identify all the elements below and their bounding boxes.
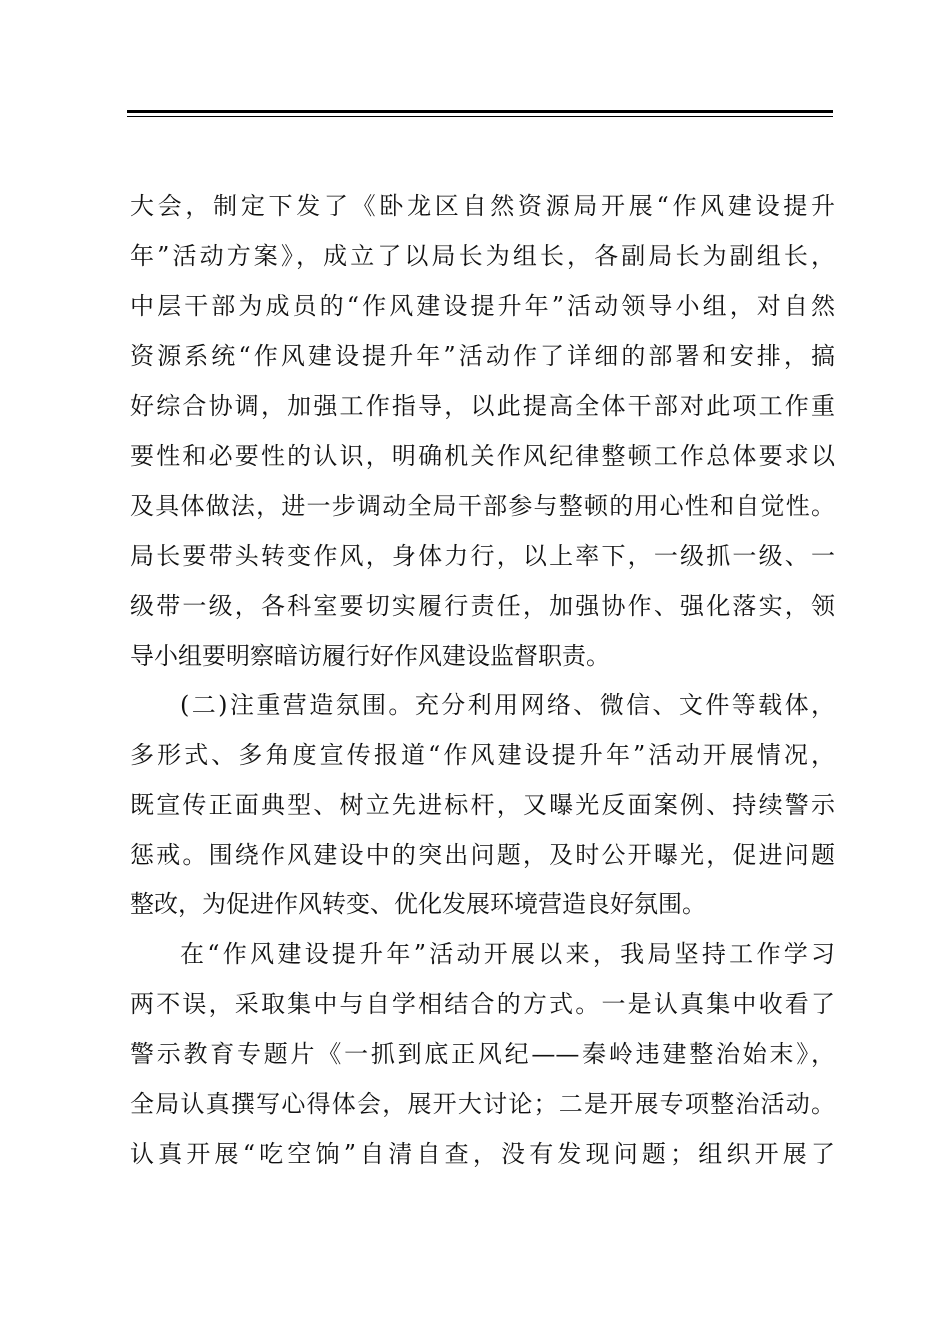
- text-line: 警示教育专题片《一抓到底正风纪——秦岭违建整治始末》，: [130, 1040, 835, 1068]
- text-line: 大会，制定下发了《卧龙区自然资源局开展“作风建设提升: [130, 192, 835, 220]
- text-line: 要性和必要性的认识，明确机关作风纪律整顿工作总体要求以: [130, 442, 835, 470]
- text-line: 在“作风建设提升年”活动开展以来，我局坚持工作学习: [180, 940, 835, 968]
- text-line: 两不误，采取集中与自学相结合的方式。一是认真集中收看了: [130, 990, 835, 1018]
- text-line: 局长要带头转变作风，身体力行，以上率下，一级抓一级、一: [130, 542, 835, 570]
- text-line: 全局认真撰写心得体会，展开大讨论；二是开展专项整治活动。: [130, 1090, 835, 1118]
- text-line: 认真开展“吃空饷”自清自查，没有发现问题；组织开展了: [130, 1140, 835, 1168]
- text-line: (二)注重营造氛围。充分利用网络、微信、文件等载体，: [180, 691, 835, 719]
- text-line: 及具体做法，进一步调动全局干部参与整顿的用心性和自觉性。: [130, 492, 835, 520]
- text-line: 好综合协调，加强工作指导，以此提高全体干部对此项工作重: [130, 392, 835, 420]
- text-line: 多形式、多角度宣传报道“作风建设提升年”活动开展情况，: [130, 741, 835, 769]
- text-line: 既宣传正面典型、树立先进标杆，又曝光反面案例、持续警示: [130, 791, 835, 819]
- header-rule-thick: [127, 110, 833, 113]
- header-rule-thin: [127, 116, 833, 117]
- text-line: 整改，为促进作风转变、优化发展环境营造良好氛围。: [130, 890, 706, 918]
- text-line: 年”活动方案》，成立了以局长为组长，各副局长为副组长，: [130, 242, 835, 270]
- text-line: 级带一级，各科室要切实履行责任，加强协作、强化落实，领: [130, 592, 835, 620]
- text-line: 中层干部为成员的“作风建设提升年”活动领导小组，对自然: [130, 292, 835, 320]
- text-line: 导小组要明察暗访履行好作风建设监督职责。: [130, 642, 610, 670]
- text-line: 资源系统“作风建设提升年”活动作了详细的部署和安排，搞: [130, 342, 835, 370]
- text-line: 惩戒。围绕作风建设中的突出问题，及时公开曝光，促进问题: [130, 841, 835, 869]
